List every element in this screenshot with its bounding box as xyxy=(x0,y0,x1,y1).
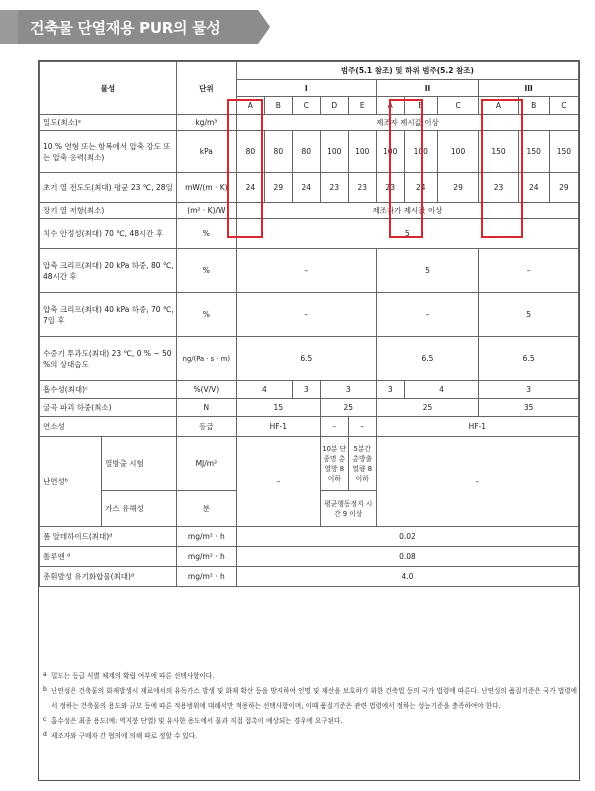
value-cell: – xyxy=(376,437,578,527)
row-label-combustion: 연소성 xyxy=(40,417,177,437)
unit-bending: N xyxy=(176,399,236,417)
value-cell: 24 xyxy=(236,173,264,203)
row-label-formaldehyde: 폼 알데하이드(최대)ᵈ xyxy=(40,527,177,547)
header-sub: B xyxy=(404,97,437,115)
value-cell: 100 xyxy=(376,131,404,173)
header-sub: E xyxy=(348,97,376,115)
value-cell: – xyxy=(479,249,579,293)
row-label-creep20: 압축 크리프(최대) 20 kPa 하중, 80 ℃, 48시간 후 xyxy=(40,249,177,293)
value-cell: 23 xyxy=(348,173,376,203)
value-cell: 4 xyxy=(404,381,479,399)
unit-absorption: %(V/V) xyxy=(176,381,236,399)
value-cell: 100 xyxy=(320,131,348,173)
value-cell: 24 xyxy=(404,173,437,203)
section-title-banner xyxy=(0,10,270,44)
row-label-absorption: 흡수성(최대)ᶜ xyxy=(40,381,177,399)
row-label-creep40: 압축 크리프(최대) 40 kPa 하중, 70 ℃, 7일 후 xyxy=(40,293,177,337)
row-label-gas-toxicity: 가스 유해성 xyxy=(102,491,177,527)
value-formaldehyde: 0.02 xyxy=(236,527,578,547)
value-cell: 100 xyxy=(348,131,376,173)
value-cell: – xyxy=(348,417,376,437)
value-cell: 3 xyxy=(320,381,376,399)
value-density: 제조자 제시값 이상 xyxy=(236,115,578,131)
value-cell: 6.5 xyxy=(479,337,579,381)
row-label-compressive: 10 % 연형 또는 항복에서 압축 강도 또는 압축 응력(최소) xyxy=(40,131,177,173)
unit-heat-release: MJ/m² xyxy=(176,437,236,491)
value-voc: 4.0 xyxy=(236,567,578,587)
value-cell: HF-1 xyxy=(376,417,578,437)
unit-creep20: % xyxy=(176,249,236,293)
value-cell: 24 xyxy=(292,173,320,203)
value-cell: 평균행동정지 시간 9 이상 xyxy=(320,491,376,527)
value-cell: – xyxy=(376,293,479,337)
value-cell: 6.5 xyxy=(376,337,479,381)
value-cell: – xyxy=(236,249,376,293)
header-group-2: II xyxy=(376,80,479,97)
value-cell: 100 xyxy=(437,131,478,173)
row-label-density: 밀도(최소)ᵃ xyxy=(40,115,177,131)
row-label-flame: 난연성ᵇ xyxy=(40,437,102,527)
value-cell: HF-1 xyxy=(236,417,320,437)
header-sub: A xyxy=(376,97,404,115)
value-cell: 5 xyxy=(479,293,579,337)
unit-compressive: kPa xyxy=(176,131,236,173)
unit-combustion: 등급 xyxy=(176,417,236,437)
value-cell: 150 xyxy=(479,131,518,173)
row-label-conductivity: 초기 열 전도도(최대) 평균 23 ℃, 28일 xyxy=(40,173,177,203)
footnotes xyxy=(39,669,577,744)
header-sub: B xyxy=(264,97,292,115)
unit-gas-toxicity: 분 xyxy=(176,491,236,527)
footnote: c 흡수성은 최종 용도(예: 역지붕 단열) 및 유사한 용도에서 물과 직접 접촉이 예상되는 경우에 요구된다. xyxy=(43,716,343,725)
page-title: 건축물 단열재용 PUR의 물성 xyxy=(30,19,221,37)
header-group-3: III xyxy=(479,80,579,97)
header-unit: 단위 xyxy=(176,62,236,115)
unit-creep40: % xyxy=(176,293,236,337)
row-label-toluene: 톨루엔 ᵈ xyxy=(40,547,177,567)
value-cell: 29 xyxy=(549,173,578,203)
row-label-voc: 총휘발성 유기화합물(최대)ᵈ xyxy=(40,567,177,587)
value-cell: 3 xyxy=(376,381,404,399)
footnote: d 제조자와 구매자 간 협의에 의해 따로 정할 수 있다. xyxy=(43,731,198,740)
value-cell: 80 xyxy=(292,131,320,173)
row-label-heat-release: 열방출 시험 xyxy=(102,437,177,491)
unit-voc: mg/m² · h xyxy=(176,567,236,587)
row-label-vapor: 수증기 투과도(최대) 23 ℃, 0 % ~ 50 %의 상대습도 xyxy=(40,337,177,381)
header-sub: C xyxy=(549,97,578,115)
header-sub: B xyxy=(518,97,549,115)
value-cell: 29 xyxy=(264,173,292,203)
document-page xyxy=(38,60,580,781)
unit-toluene: mg/m² · h xyxy=(176,547,236,567)
value-cell: – xyxy=(236,437,320,527)
header-sub: C xyxy=(292,97,320,115)
value-cell: 150 xyxy=(518,131,549,173)
value-cell: 5분간 총방출 열량 8 이하 xyxy=(348,437,376,491)
header-sub: D xyxy=(320,97,348,115)
value-cell: 23 xyxy=(320,173,348,203)
value-cell: 24 xyxy=(518,173,549,203)
value-cell: 4 xyxy=(236,381,292,399)
value-toluene: 0.08 xyxy=(236,547,578,567)
footnote: a 밀도는 등급 식별 체계의 확립 여부에 따른 선택사항이다. xyxy=(43,671,215,680)
value-cell: 23 xyxy=(376,173,404,203)
value-cell: 25 xyxy=(376,399,479,417)
value-cell: 29 xyxy=(437,173,478,203)
unit-conductivity: mW/(m · K) xyxy=(176,173,236,203)
footnote: b 난연성은 건축물의 화재발생시 재료에서의 유독가스 발생 및 화재 확산 등을 방지하여 인명 및 재산을 보호하기 위한 건축법 등의 국가 법령에 따른다. 난연성의 품질기준은 국가 법령에서 정하는 건축물의 용도와 규모 등에 따른 적용범위에 대해서만 적용하는 선택사항이며, 이때 품질기준은 관련 법령에서 정하는 성능기준을 충족하여야 한다. xyxy=(43,686,577,710)
properties-table xyxy=(39,61,579,587)
unit-formaldehyde: mg/m² · h xyxy=(176,527,236,547)
value-cell: 15 xyxy=(236,399,320,417)
value-cell: 3 xyxy=(292,381,320,399)
value-cell: 80 xyxy=(264,131,292,173)
value-cell: 5 xyxy=(376,249,479,293)
row-label-bending: 굴곡 파괴 하중(최소) xyxy=(40,399,177,417)
value-cell: 80 xyxy=(236,131,264,173)
header-category: 범주(5.1 참조) 및 하위 범주(5.2 참조) xyxy=(236,62,578,80)
value-cell: 100 xyxy=(404,131,437,173)
value-cell: 35 xyxy=(479,399,579,417)
value-cell: 6.5 xyxy=(236,337,376,381)
header-group-1: I xyxy=(236,80,376,97)
unit-vapor: ng/(Pa · s · m) xyxy=(176,337,236,381)
header-sub: A xyxy=(479,97,518,115)
value-cell: 10분 단종명 총열방 8이하 xyxy=(320,437,348,491)
value-cell: 3 xyxy=(479,381,579,399)
unit-dimensional: % xyxy=(176,219,236,249)
unit-resistance: (m² · K)/W xyxy=(176,203,236,219)
row-label-dimensional: 치수 안정성(최대) 70 ℃, 48시간 후 xyxy=(40,219,177,249)
value-cell: – xyxy=(236,293,376,337)
header-sub: C xyxy=(437,97,478,115)
value-dimensional: 5 xyxy=(236,219,578,249)
header-property: 물성 xyxy=(40,62,177,115)
row-label-resistance: 장기 열 저항(최소) xyxy=(40,203,177,219)
value-cell: 25 xyxy=(320,399,376,417)
value-cell: 150 xyxy=(549,131,578,173)
value-cell: 23 xyxy=(479,173,518,203)
unit-density: kg/m³ xyxy=(176,115,236,131)
header-sub: A xyxy=(236,97,264,115)
value-resistance: 제조자가 제시값 이상 xyxy=(236,203,578,219)
value-cell: – xyxy=(320,417,348,437)
